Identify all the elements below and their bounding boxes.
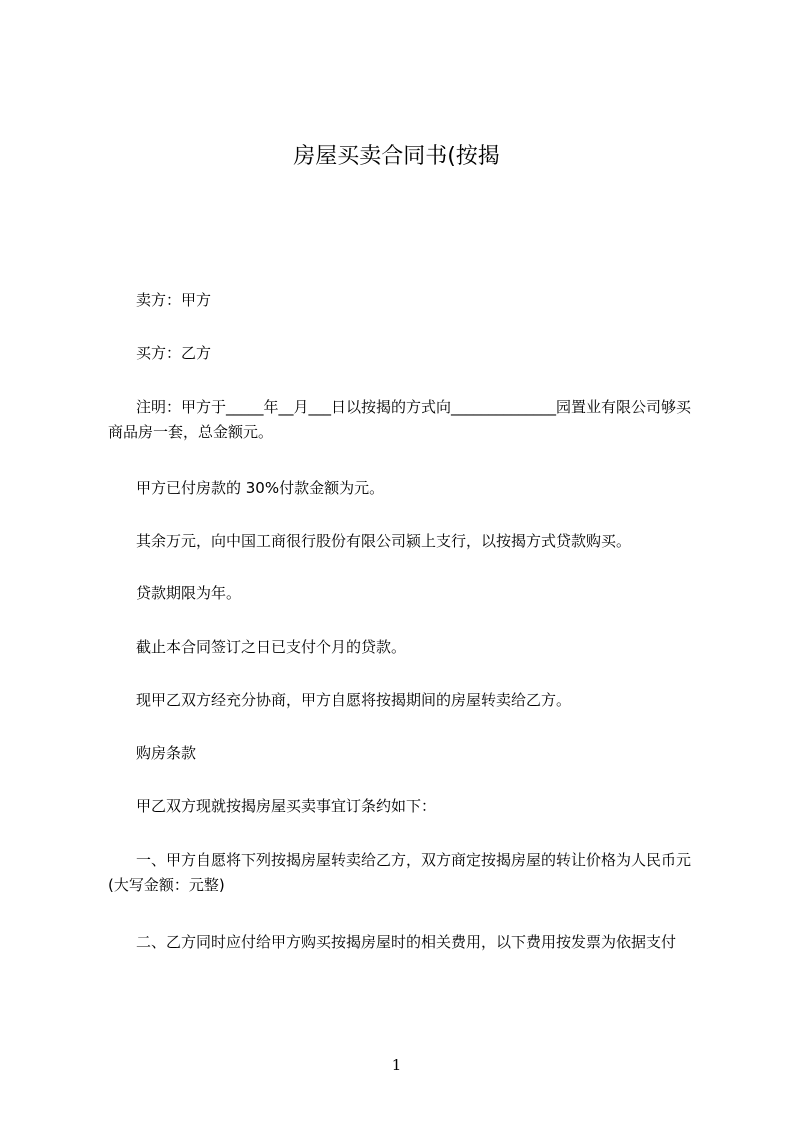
- terms-intro-paragraph: 甲乙双方现就按揭房屋买卖事宜订条约如下：: [136, 797, 437, 815]
- agreement-paragraph: 现甲乙双方经充分协商，甲方自愿将按揭期间的房屋转卖给乙方。: [136, 691, 572, 709]
- document-title: 房屋买卖合同书(按揭: [293, 144, 500, 169]
- clause-one: 一、甲方自愿将下列按揭房屋转卖给乙方，双方商定按揭房屋的转让价格为人民币元(大写金额：元整): [108, 851, 692, 894]
- clause-two: 二、乙方同时应付给甲方购买按揭房屋时的相关费用，以下费用按发票为依据支付: [136, 933, 677, 951]
- paid-amount-paragraph: 甲方已付房款的 30%付款金额为元。: [136, 479, 385, 497]
- note-paragraph: 注明：甲方于_____年__月___日以按揭的方式向______________园置业有限公司够买商品房一套，总金额元。: [108, 398, 692, 441]
- section-heading: 购房条款: [136, 744, 197, 762]
- page-number: 1: [391, 1056, 402, 1074]
- buyer-line: 买方：乙方: [136, 344, 212, 362]
- loan-paragraph: 其余万元，向中国工商很行股份有限公司颍上支行，以按揭方式贷款购买。: [136, 532, 632, 550]
- loan-term-paragraph: 贷款期限为年。: [136, 584, 242, 602]
- seller-line: 卖方：甲方: [136, 291, 212, 309]
- paid-months-paragraph: 截止本合同签订之日已支付个月的贷款。: [136, 638, 407, 656]
